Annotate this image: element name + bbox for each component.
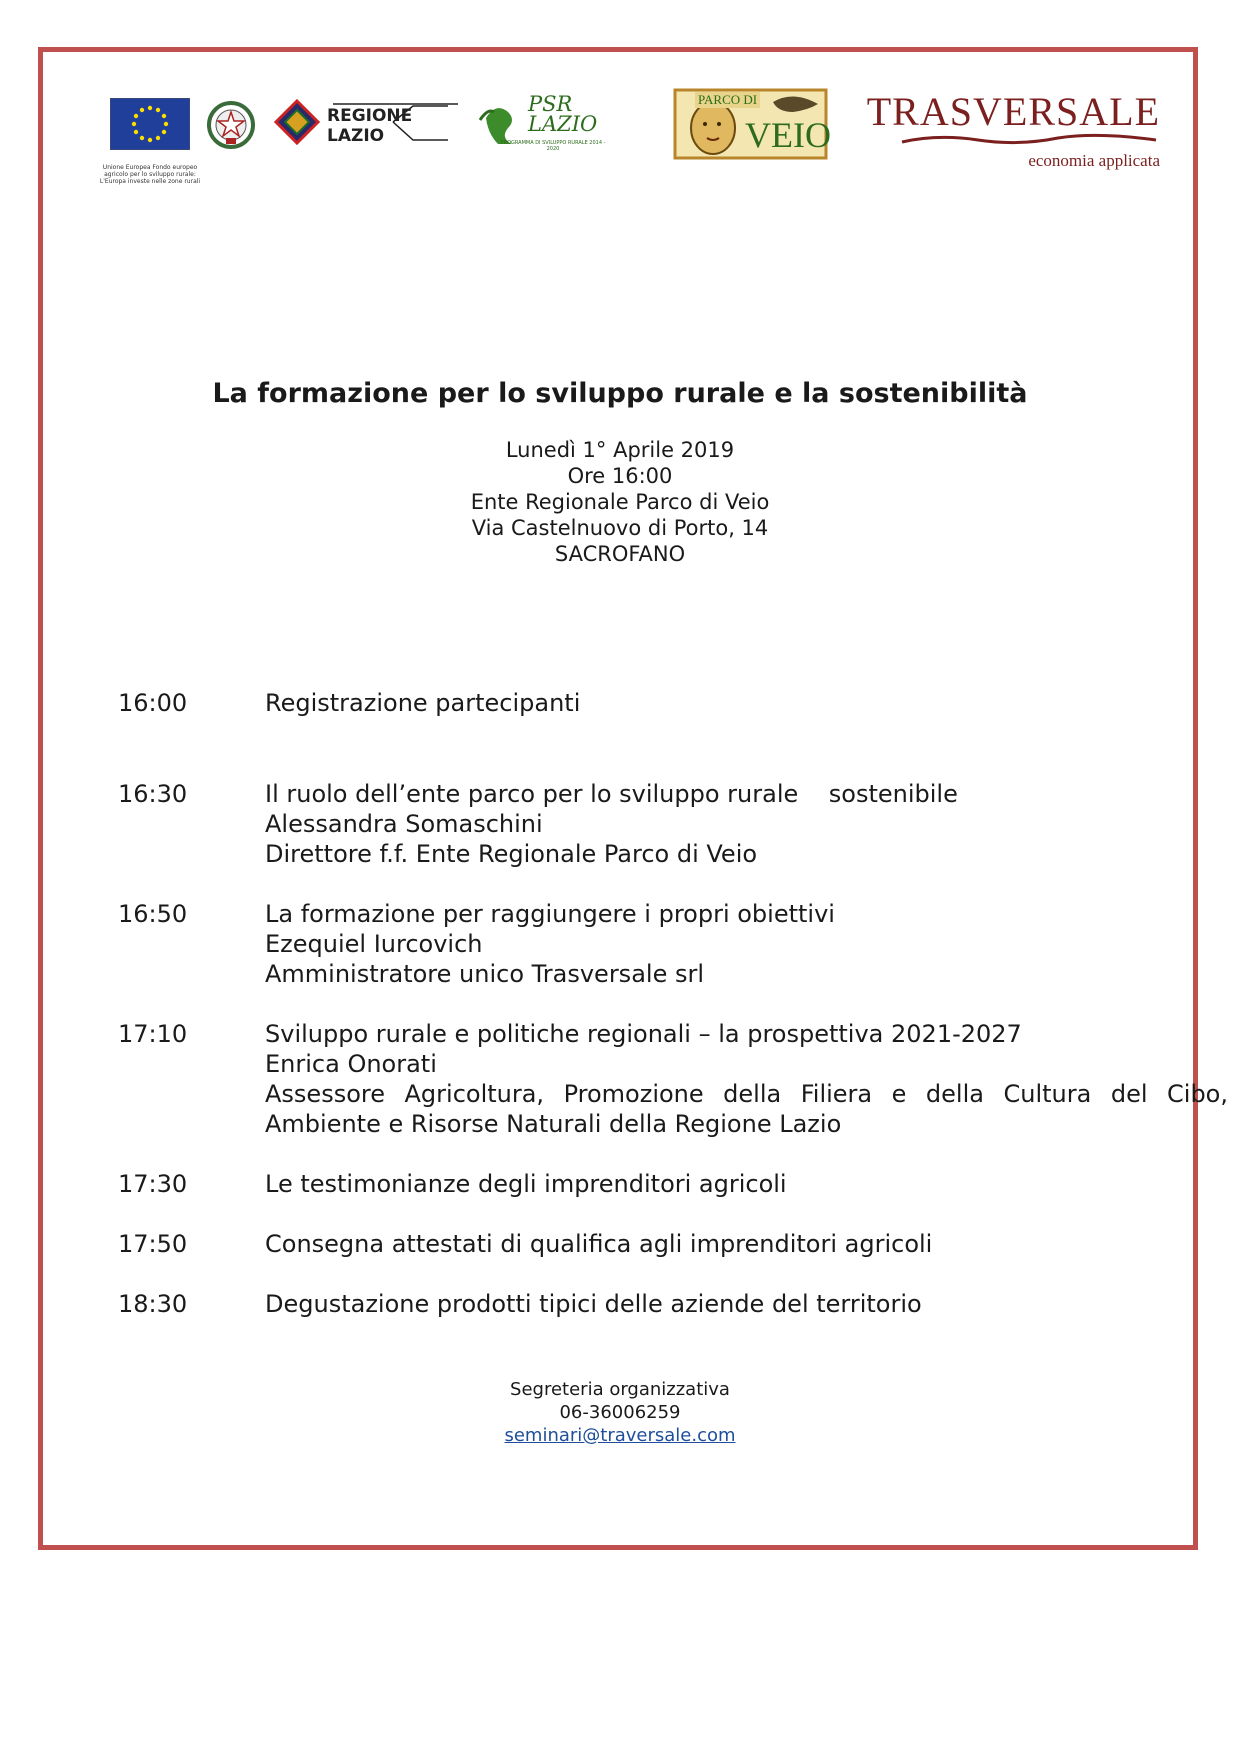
program-title: Consegna attestati di qualifica agli imprenditori agricoli bbox=[265, 1230, 933, 1258]
event-venue: Ente Regionale Parco di Veio bbox=[470, 490, 770, 514]
program-speaker: Ezequiel Iurcovich bbox=[265, 930, 483, 958]
regione-lazio-logo bbox=[273, 98, 463, 153]
event-info bbox=[0, 437, 1240, 567]
program-role: Amministratore unico Trasversale srl bbox=[265, 960, 704, 988]
psr-label: PSR bbox=[528, 92, 573, 116]
event-address: Via Castelnuovo di Porto, 14 bbox=[471, 516, 769, 540]
program-speaker: Enrica Onorati bbox=[265, 1050, 437, 1078]
italian-republic-emblem-logo bbox=[206, 100, 256, 150]
footer-phone: 06-36006259 bbox=[559, 1402, 681, 1423]
program-role: Direttore f.f. Ente Regionale Parco di Veio bbox=[265, 840, 758, 868]
psr-caption: PROGRAMMA DI SVILUPPO RURALE 2014 - 2020 bbox=[500, 140, 606, 152]
psr-lazio-label: LAZIO bbox=[528, 112, 598, 136]
eu-caption: Unione Europea Fondo europeo agricolo per lo sviluppo rurale: L'Europa investe nelle zone rurali bbox=[99, 164, 201, 185]
psr-lazio-logo bbox=[478, 94, 608, 160]
program-title: Le testimonianze degli imprenditori agricoli bbox=[265, 1170, 787, 1198]
trasversale-logo bbox=[866, 88, 1160, 188]
event-date: Lunedì 1° Aprile 2019 bbox=[505, 438, 735, 462]
program-role: Assessore Agricoltura, Promozione della Filiera e della Cultura del Cibo, Ambiente e Risorse Naturali della Regione Lazio bbox=[265, 1080, 1228, 1138]
program-time: 18:30 bbox=[118, 1290, 188, 1318]
program-title: La formazione per raggiungere i propri obiettivi bbox=[265, 900, 835, 928]
program-title: Sviluppo rurale e politiche regionali – la prospettiva 2021-2027 bbox=[265, 1020, 1022, 1048]
veio-main-label: VEIO bbox=[745, 115, 831, 155]
parco-di-veio-logo bbox=[673, 88, 831, 160]
program-time: 17:30 bbox=[118, 1170, 188, 1198]
footer-email-link[interactable]: seminari@traversale.com bbox=[504, 1425, 736, 1446]
program-time: 16:50 bbox=[118, 900, 188, 928]
program-speaker: Alessandra Somaschini bbox=[265, 810, 543, 838]
program-time: 17:50 bbox=[118, 1230, 188, 1258]
logo-bar bbox=[99, 88, 1170, 218]
program-time: 17:10 bbox=[118, 1020, 188, 1048]
program-title: Degustazione prodotti tipici delle aziende del territorio bbox=[265, 1290, 922, 1318]
program-title: Il ruolo dell’ente parco per lo sviluppo rurale sostenibile bbox=[265, 780, 958, 808]
footer-contact bbox=[0, 1378, 1240, 1447]
event-city: SACROFANO bbox=[554, 542, 686, 566]
event-time: Ore 16:00 bbox=[567, 464, 673, 488]
event-title: La formazione per lo sviluppo rurale e la sostenibilità bbox=[212, 378, 1028, 409]
veio-top-label: PARCO DI bbox=[695, 92, 760, 108]
footer-label: Segreteria organizzativa bbox=[510, 1379, 730, 1400]
lazio-label: LAZIO bbox=[327, 126, 385, 146]
eu-flag-logo bbox=[99, 98, 201, 185]
trasversale-name: TRASVERSALE bbox=[866, 89, 1160, 134]
program-time: 16:30 bbox=[118, 780, 188, 808]
program-time: 16:00 bbox=[118, 689, 188, 717]
trasversale-tagline: economia applicata bbox=[1028, 151, 1160, 170]
regione-label: REGIONE bbox=[327, 106, 413, 126]
program-title: Registrazione partecipanti bbox=[265, 689, 581, 717]
